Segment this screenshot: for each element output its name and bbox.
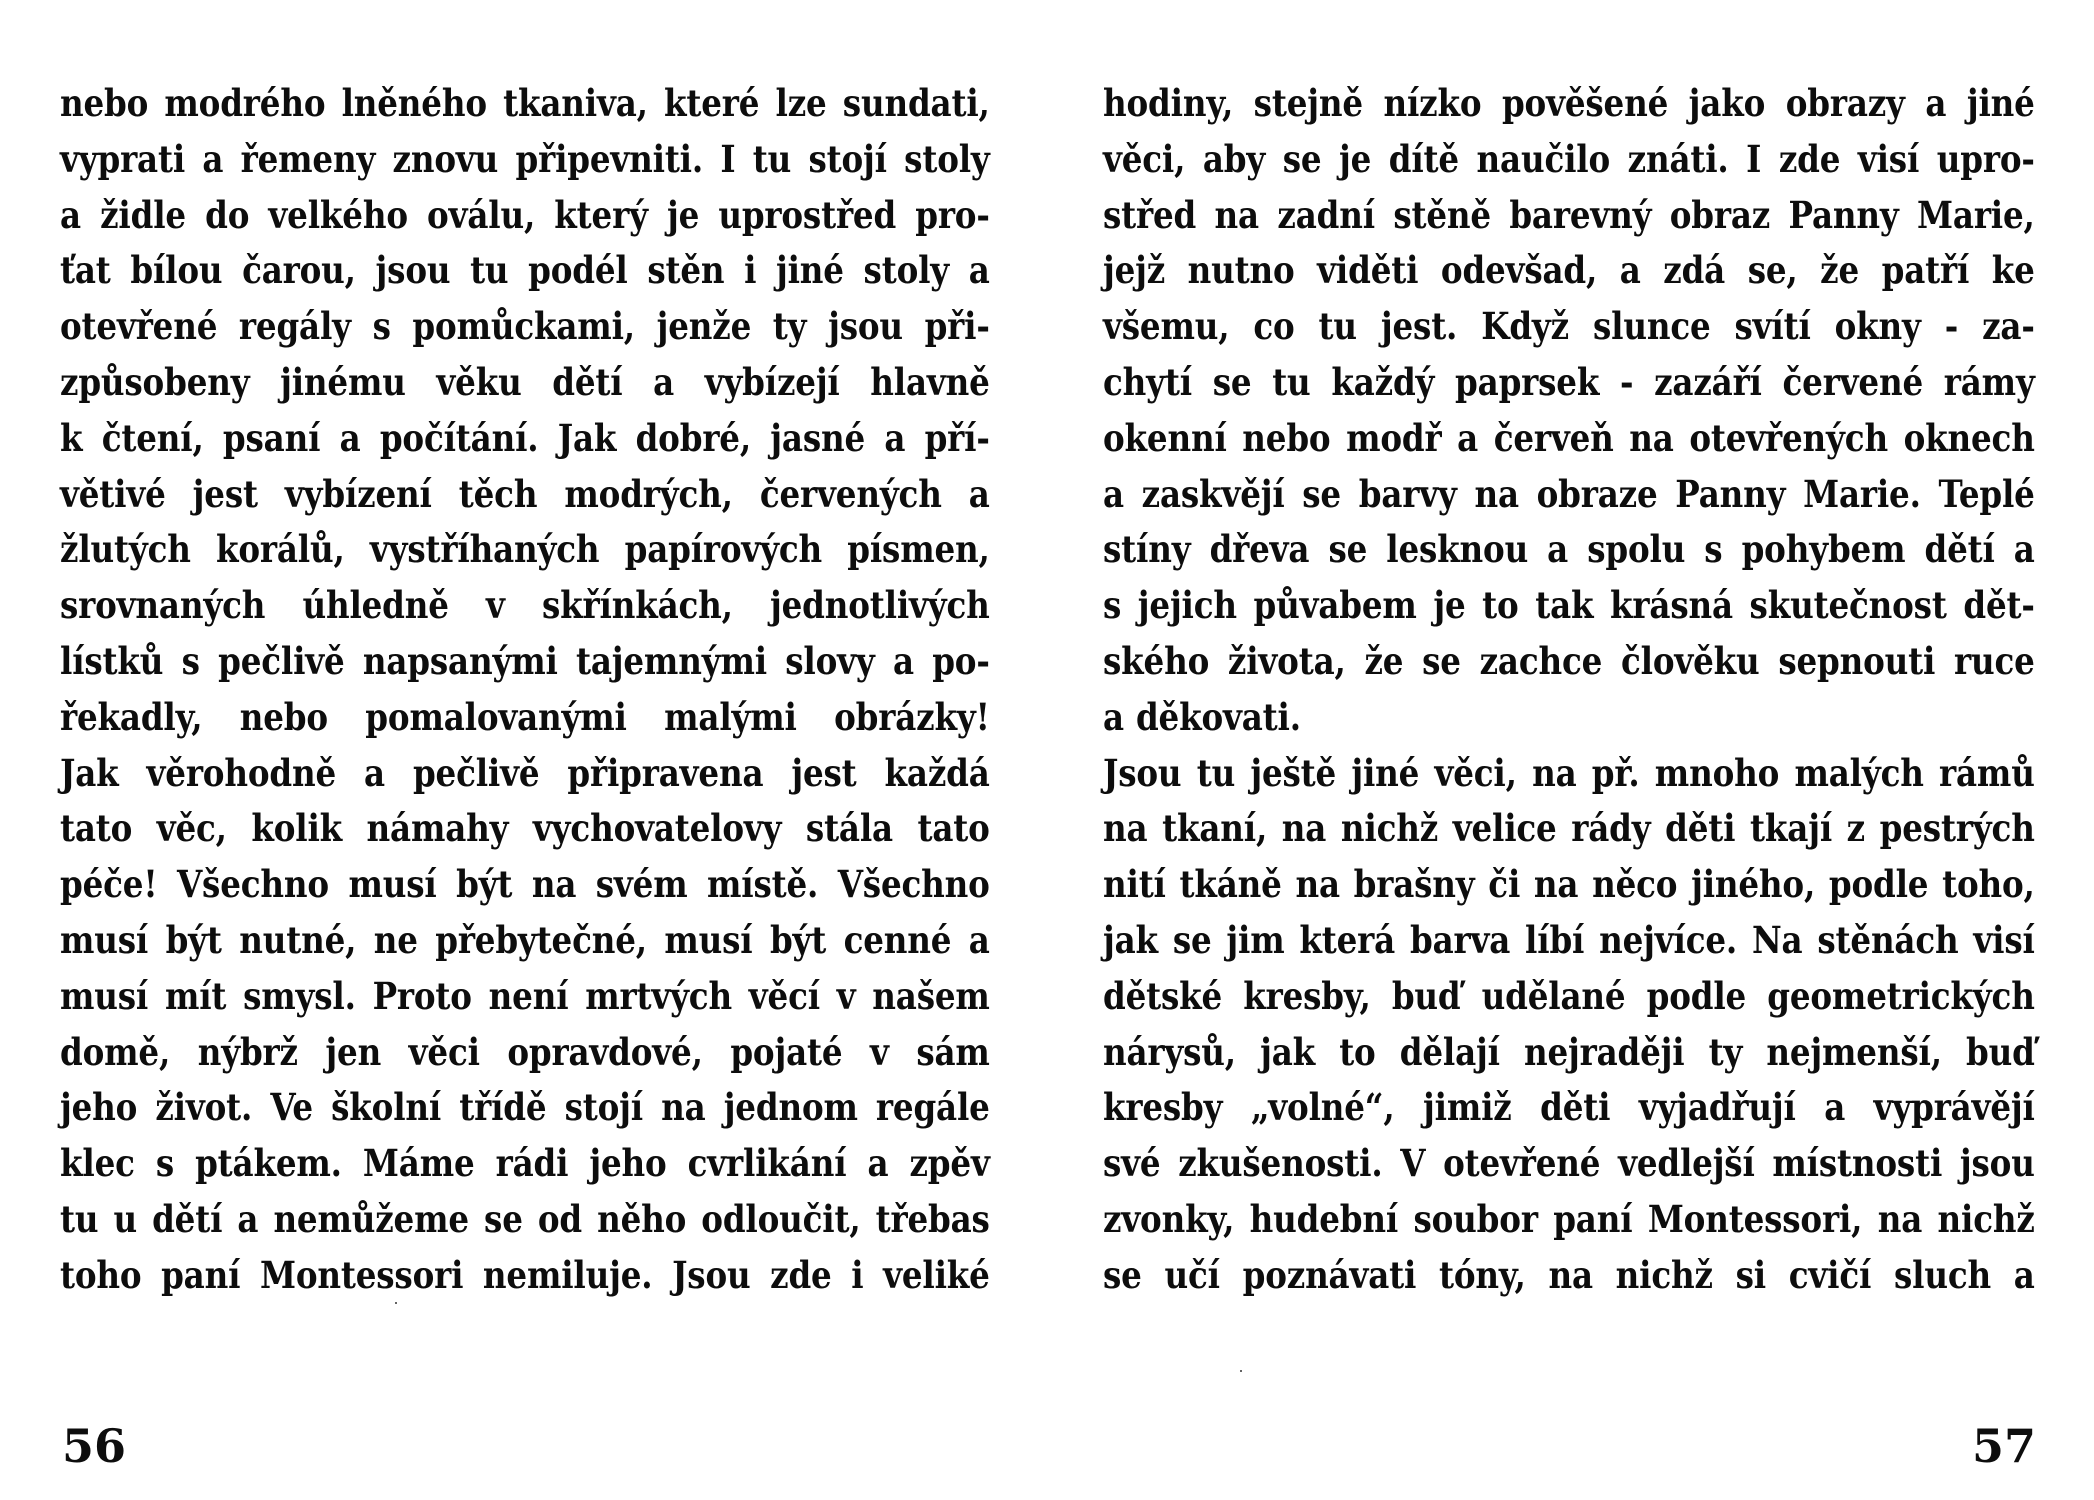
- text-line: okenní nebo modř a červeň na otevřených oknech: [1103, 415, 2035, 460]
- text-line: nití tkáně na brašny či na něco jiného, podle toho,: [1103, 862, 2035, 907]
- text-line: a zaskvějí se barvy na obraze Panny Marie. Teplé: [1103, 471, 2035, 516]
- text-line: toho paní Montessori nemiluje. Jsou zde i veliké: [60, 1252, 990, 1297]
- text-line: jejž nutno viděti odevšad, a zdá se, že patří ke: [1103, 248, 2035, 293]
- text-line: s jejich půvabem je to tak krásná skutečnost dět-: [1103, 583, 2035, 628]
- text-line: kresby „volné“, jimiž děti vyjadřují a vyprávějí: [1103, 1085, 2035, 1130]
- text-line: chytí se tu každý paprsek - zazáří červené rámy: [1103, 359, 2035, 404]
- text-line: a židle do velkého oválu, který je uprostřed pro-: [60, 192, 990, 237]
- text-line: klec s ptákem. Máme rádi jeho cvrlikání a zpěv: [60, 1141, 990, 1186]
- text-line: domě, nýbrž jen věci opravdové, pojaté v sám: [60, 1029, 990, 1074]
- text-line: péče! Všechno musí být na svém místě. Všechno: [60, 862, 990, 907]
- text-line: dětské kresby, buď udělané podle geometrických: [1103, 973, 2035, 1018]
- text-line: nebo modrého lněného tkaniva, které lze sundati,: [60, 81, 990, 125]
- text-line: střed na zadní stěně barevný obraz Panny Marie,: [1103, 192, 2035, 237]
- text-line: lístků s pečlivě napsanými tajemnými slovy a po-: [60, 638, 990, 683]
- text-line: všemu, co tu jest. Když slunce svítí okny - za-: [1103, 304, 2035, 349]
- text-line: k čtení, psaní a počítání. Jak dobré, jasné a pří-: [60, 415, 990, 460]
- text-line: Jsou tu ještě jiné věci, na př. mnoho malých rámů: [1103, 750, 2035, 795]
- scan-speck: [1240, 1370, 1242, 1372]
- text-line: věci, aby se je dítě naučilo znáti. I zde visí upro-: [1103, 136, 2035, 181]
- page-number-right: 57: [1971, 1419, 2036, 1473]
- text-line: stíny dřeva se lesknou a spolu s pohybem dětí a: [1103, 527, 2035, 572]
- left-page-text: [60, 76, 990, 1304]
- text-line: řekadly, nebo pomalovanými malými obrázky!: [60, 694, 990, 739]
- text-line: jeho život. Ve školní třídě stojí na jednom regále: [60, 1085, 990, 1130]
- text-line: Jak věrohodně a pečlivě připravena jest každá: [60, 750, 990, 795]
- text-line: musí být nutné, ne přebytečné, musí být cenné a: [60, 917, 990, 962]
- paragraph-end-line: a děkovati.: [1103, 694, 1301, 739]
- text-line: vyprati a řemeny znovu připevniti. I tu stojí stoly: [60, 136, 990, 181]
- text-line: své zkušenosti. V otevřené vedlejší místnosti jsou: [1103, 1141, 2035, 1186]
- text-line: způsobeny jinému věku dětí a vybízejí hlavně: [60, 359, 990, 404]
- text-line: se učí poznávati tóny, na nichž si cvičí sluch a: [1103, 1252, 2035, 1297]
- text-line: srovnaných úhledně v skřínkách, jednotlivých: [60, 583, 990, 628]
- text-line: zvonky, hudební soubor paní Montessori, na nichž: [1103, 1196, 2035, 1241]
- text-line: jak se jim která barva líbí nejvíce. Na stěnách visí: [1103, 917, 2035, 962]
- text-line: žlutých korálů, vystříhaných papírových písmen,: [60, 527, 990, 572]
- text-line: otevřené regály s pomůckami, jenže ty jsou při-: [60, 304, 990, 349]
- text-line: tato věc, kolik námahy vychovatelovy stála tato: [60, 806, 990, 851]
- text-line: na tkaní, na nichž velice rády děti tkají z pestrých: [1103, 806, 2035, 851]
- text-line: tu u dětí a nemůžeme se od něho odloučit, třebas: [60, 1196, 990, 1241]
- right-page: [1047, 0, 2094, 1500]
- text-line: ského života, že se zachce člověku sepnouti ruce: [1103, 638, 2035, 683]
- text-line: nárysů, jak to dělají nejraději ty nejmenší, buď: [1103, 1029, 2035, 1074]
- right-page-text: [1103, 76, 2035, 1304]
- text-line: hodiny, stejně nízko pověšené jako obrazy a jiné: [1103, 81, 2035, 125]
- text-line: ťat bílou čarou, jsou tu podél stěn i jiné stoly a: [60, 248, 990, 293]
- scan-speck: [395, 1302, 397, 1304]
- text-line: musí mít smysl. Proto není mrtvých věcí v našem: [60, 973, 990, 1018]
- page-number-left: 56: [62, 1419, 127, 1473]
- text-line: větivé jest vybízení těch modrých, červených a: [60, 471, 990, 516]
